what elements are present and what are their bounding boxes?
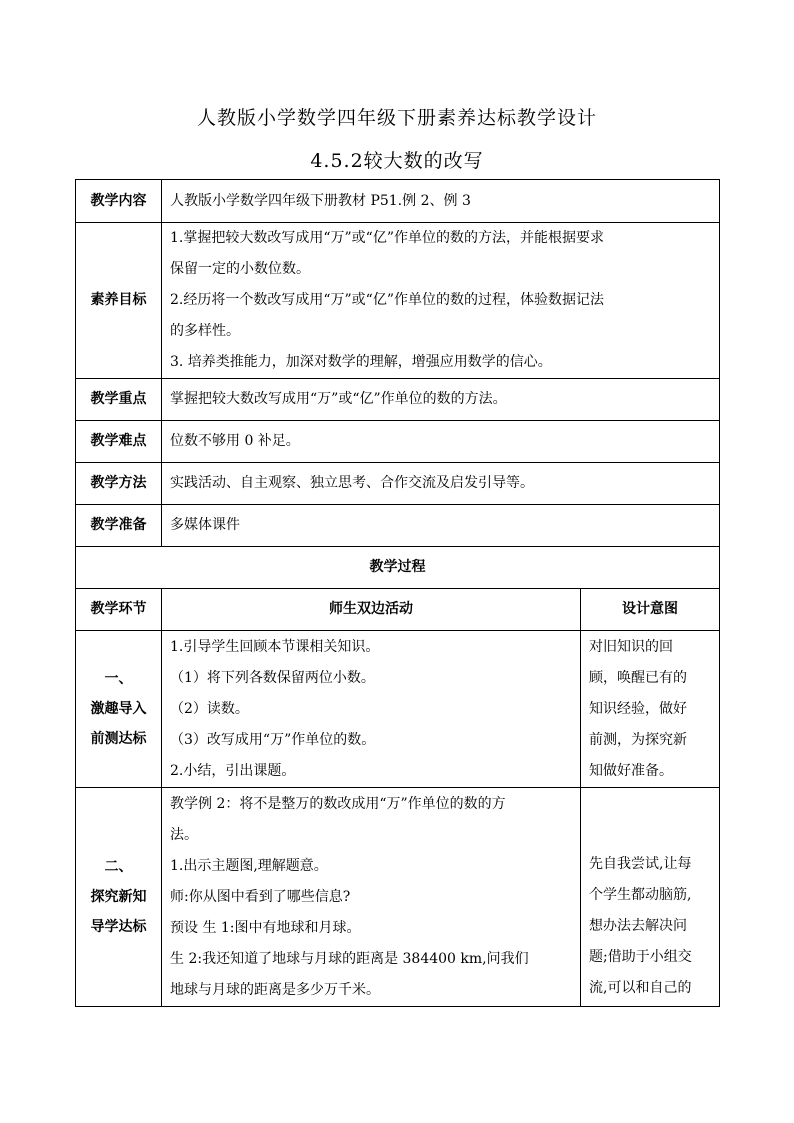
row-label: 教学重点 (76, 379, 162, 421)
stage-label: 一、 激趣导入 前测达标 (76, 631, 162, 788)
row-value: 掌握把较大数改写成用“万”或“亿”作单位的数的方法。 (162, 379, 720, 421)
row-label: 教学准备 (76, 505, 162, 547)
stage-row (76, 788, 720, 1007)
row-value: 1.掌握把较大数改写成用“万”或“亿”作单位的数的方法，并能根据要求 保留一定的小数位数。 2.经历将一个数改写成用“万”或“亿”作单位的数的过程，体验数据记法 的多样性。 3. 培养类推能力，加深对数学的理解，增强应用数学的信心。 (162, 223, 720, 379)
process-heading: 教学过程 (76, 547, 720, 589)
row-value: 实践活动、自主观察、独立思考、合作交流及启发引导等。 (162, 463, 720, 505)
document-title: 人教版小学数学四年级下册素养达标教学设计 (196, 107, 597, 129)
row-methods (76, 463, 720, 505)
row-label: 教学难点 (76, 421, 162, 463)
column-header: 教学环节 (76, 589, 162, 631)
column-header: 师生双边活动 (162, 589, 581, 631)
column-header: 设计意图 (581, 589, 720, 631)
row-value: 位数不够用 0 补足。 (162, 421, 720, 463)
stage-intent: 先自我尝试,让每 个学生都动脑筋, 想办法去解决问 题;借助于小组交 流,可以和自己的 (581, 788, 720, 1007)
stage-activity: 1.引导学生回顾本节课相关知识。 （1）将下列各数保留两位小数。 （2）读数。 （3）改写成用“万”作单位的数。 2.小结，引出课题。 (162, 631, 581, 788)
row-goals (76, 223, 720, 379)
stage-label: 二、 探究新知 导学达标 (76, 788, 162, 1007)
stage-activity: 教学例 2：将不是整万的数改成用“万”作单位的数的方 法。 1.出示主题图,理解题意。 师:你从图中看到了哪些信息? 预设 生 1:图中有地球和月球。 生 2:我还知道了地球与月球的距离是 384400 km,问我们 地球与月球的距离是多少万千米。 (162, 788, 581, 1007)
lesson-plan-table (75, 179, 720, 1007)
row-content (76, 180, 720, 223)
row-value: 人教版小学数学四年级下册教材 P51.例 2、例 3 (162, 180, 720, 223)
row-key-points (76, 379, 720, 421)
stage-row (76, 631, 720, 788)
document-subtitle: 4.5.2较大数的改写 (310, 150, 484, 172)
row-difficulties (76, 421, 720, 463)
row-preparation (76, 505, 720, 547)
row-label: 教学方法 (76, 463, 162, 505)
process-heading-row (76, 547, 720, 589)
stage-intent: 对旧知识的回 顾，唤醒已有的 知识经验，做好 前测，为探究新 知做好准备。 (581, 631, 720, 788)
row-value: 多媒体课件 (162, 505, 720, 547)
row-label: 教学内容 (76, 180, 162, 223)
row-label: 素养目标 (76, 223, 162, 379)
process-columns-row (76, 589, 720, 631)
